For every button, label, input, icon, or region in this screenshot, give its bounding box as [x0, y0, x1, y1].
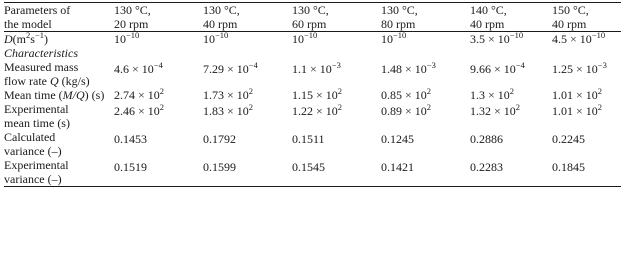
- mean-time-value-6-mantissa: 1.01 × 10: [552, 88, 598, 102]
- mass-flow-rate-value-3: [292, 60, 381, 88]
- mass-flow-rate-label-text: flow rate: [4, 74, 50, 88]
- mean-time-value-4: [381, 88, 470, 102]
- experimental-variance-value-4: 0.1421: [381, 160, 414, 174]
- experimental-mean-time-value-6: [552, 102, 621, 130]
- mean-time-value-4-mantissa: 0.85 × 10: [381, 88, 427, 102]
- mass-flow-rate-label-line2: [4, 74, 114, 88]
- experimental-variance-label: [4, 158, 114, 187]
- mass-flow-rate-value-6: [552, 60, 621, 88]
- mean-time-value-5-mantissa: 1.3 × 10: [470, 88, 510, 102]
- calculated-variance-value-4: 0.1245: [381, 132, 414, 146]
- diffusion-unit-exp-1: 2: [26, 30, 31, 40]
- header-condition-4: [381, 3, 470, 32]
- experimental-mean-time-value-5-mantissa: 1.32 × 10: [470, 104, 516, 118]
- experimental-variance-value-3: 0.1545: [292, 160, 325, 174]
- header-condition-6-speed: 40 rpm: [552, 17, 587, 31]
- diffusion-value-2-exponent: −10: [215, 30, 229, 40]
- mass-flow-rate-label-line1: Measured mass: [4, 60, 79, 74]
- experimental-mean-time-value-3-mantissa: 1.22 × 10: [292, 104, 338, 118]
- mass-flow-rate-value-2-mantissa: 7.29 × 10: [203, 62, 249, 76]
- header-condition-6-temp: 150 °C,: [552, 3, 589, 17]
- mean-time-value-6-exponent: 2: [597, 86, 603, 96]
- diffusion-value-5-exponent: −10: [509, 30, 524, 40]
- experimental-variance-row: [4, 158, 621, 187]
- diffusion-value-2-mantissa: 10: [203, 32, 215, 46]
- mean-time-row: [4, 88, 621, 102]
- diffusion-value-4-exponent: −10: [393, 30, 407, 40]
- mass-flow-rate-value-4-exponent: −3: [426, 60, 436, 70]
- experimental-mean-time-value-2-exponent: 2: [248, 102, 254, 112]
- header-condition-1-temp: 130 °C,: [114, 3, 151, 17]
- experimental-mean-time-value-4-exponent: 2: [426, 102, 432, 112]
- diffusion-coefficient-row: [4, 32, 621, 47]
- mean-time-value-3-exponent: 2: [337, 86, 343, 96]
- diffusion-value-1: [114, 32, 203, 47]
- mean-time-value-5-exponent: 2: [509, 86, 515, 96]
- mass-flow-rate-value-3-mantissa: 1.1 × 10: [292, 62, 332, 76]
- experimental-mean-time-label-line1: Experimental: [4, 102, 69, 116]
- calculated-variance-value-5: 0.2886: [470, 132, 503, 146]
- calculated-variance-label: [4, 130, 114, 158]
- diffusion-value-1-exponent: −10: [126, 30, 140, 40]
- header-condition-1-speed: 20 rpm: [114, 17, 149, 31]
- mass-flow-rate-value-4: [381, 60, 470, 88]
- experimental-mean-time-label: [4, 102, 114, 130]
- experimental-mean-time-row: [4, 102, 621, 130]
- diffusion-value-4-mantissa: 10: [381, 32, 393, 46]
- experimental-mean-time-value-1-exponent: 2: [159, 102, 165, 112]
- mass-flow-rate-symbol: Q: [49, 74, 59, 88]
- mean-time-value-1-exponent: 2: [159, 86, 165, 96]
- mean-time-value-3: [292, 88, 381, 102]
- header-condition-2-speed: 40 rpm: [203, 17, 238, 31]
- header-row-label: [4, 3, 114, 32]
- characteristics-section-label: Characteristics: [4, 46, 78, 60]
- diffusion-value-6: [552, 32, 621, 47]
- calculated-variance-value-6: 0.2245: [552, 132, 585, 146]
- diffusion-symbol: D: [4, 32, 13, 46]
- header-condition-4-temp: 130 °C,: [381, 3, 418, 17]
- header-condition-4-speed: 80 rpm: [381, 17, 416, 31]
- model-parameters-table: [4, 2, 621, 187]
- mass-flow-rate-value-1-mantissa: 4.6 × 10: [114, 62, 154, 76]
- diffusion-value-2: [203, 32, 292, 47]
- mass-flow-rate-value-4-mantissa: 1.48 × 10: [381, 62, 427, 76]
- mass-flow-rate-value-6-mantissa: 1.25 × 10: [552, 62, 598, 76]
- experimental-mean-time-value-4: [381, 102, 470, 130]
- header-condition-5: [470, 3, 552, 32]
- experimental-mean-time-value-6-mantissa: 1.01 × 10: [552, 104, 598, 118]
- mean-time-value-5: [470, 88, 552, 102]
- diffusion-value-3: [292, 32, 381, 47]
- header-condition-1: [114, 3, 203, 32]
- diffusion-value-3-mantissa: 10: [292, 32, 304, 46]
- characteristics-section-row: [4, 46, 621, 60]
- mass-flow-rate-unit: (kg/s): [58, 74, 90, 88]
- mass-flow-rate-value-6-exponent: −3: [597, 60, 607, 70]
- diffusion-value-6-mantissa: 4.5 × 10: [552, 32, 592, 46]
- mean-time-value-4-exponent: 2: [426, 86, 432, 96]
- diffusion-value-4: [381, 32, 470, 47]
- experimental-mean-time-value-2: [203, 102, 292, 130]
- mass-flow-rate-value-5: [470, 60, 552, 88]
- experimental-mean-time-value-5: [470, 102, 552, 130]
- experimental-variance-value-6: 0.1845: [552, 160, 585, 174]
- header-condition-3-temp: 130 °C,: [292, 3, 329, 17]
- mean-time-label-prefix: Mean time (: [4, 88, 63, 102]
- experimental-variance-label-line1: Experimental: [4, 158, 69, 172]
- diffusion-unit-exp-2: −1: [34, 30, 44, 40]
- header-row-label-line1: Parameters of: [4, 3, 71, 17]
- calculated-variance-row: [4, 130, 621, 158]
- diffusion-value-1-mantissa: 10: [114, 32, 126, 46]
- mass-flow-rate-label: [4, 60, 114, 88]
- mean-time-label: [4, 88, 114, 102]
- experimental-variance-label-line2: variance (–): [4, 172, 62, 186]
- mean-time-value-2: [203, 88, 292, 102]
- mean-time-value-2-mantissa: 1.73 × 10: [203, 88, 249, 102]
- diffusion-unit-open: (m: [12, 32, 27, 46]
- mean-time-value-3-mantissa: 1.15 × 10: [292, 88, 338, 102]
- header-condition-6: [552, 3, 621, 32]
- experimental-variance-value-5: 0.2283: [470, 160, 503, 174]
- header-condition-5-speed: 40 rpm: [470, 17, 505, 31]
- calculated-variance-value-2: 0.1792: [203, 132, 236, 146]
- diffusion-value-3-exponent: −10: [304, 30, 318, 40]
- experimental-mean-time-value-2-mantissa: 1.83 × 10: [203, 104, 249, 118]
- experimental-variance-value-1: 0.1519: [114, 160, 147, 174]
- calculated-variance-label-line2: variance (–): [4, 144, 62, 158]
- mass-flow-rate-value-1-exponent: −4: [153, 60, 163, 70]
- experimental-mean-time-value-3-exponent: 2: [337, 102, 343, 112]
- mean-time-value-1: [114, 88, 203, 102]
- mass-flow-rate-value-1: [114, 60, 203, 88]
- mass-flow-rate-row: [4, 60, 621, 88]
- header-row: [4, 3, 621, 32]
- mean-time-label-suffix: ) (s): [84, 88, 105, 102]
- mean-time-label-symbol: M/Q: [62, 88, 85, 102]
- experimental-variance-value-2: 0.1599: [203, 160, 236, 174]
- experimental-mean-time-value-6-exponent: 2: [597, 102, 603, 112]
- mass-flow-rate-value-2-exponent: −4: [248, 60, 258, 70]
- mean-time-value-6: [552, 88, 621, 102]
- calculated-variance-value-1: 0.1453: [114, 132, 147, 146]
- mean-time-value-1-mantissa: 2.74 × 10: [114, 88, 160, 102]
- experimental-mean-time-label-line2: mean time (s): [4, 116, 70, 130]
- diffusion-value-5: [470, 32, 552, 47]
- mass-flow-rate-value-5-mantissa: 9.66 × 10: [470, 62, 516, 76]
- header-row-label-line2: the model: [4, 17, 52, 31]
- mass-flow-rate-value-3-exponent: −3: [331, 60, 341, 70]
- header-condition-3-speed: 60 rpm: [292, 17, 327, 31]
- diffusion-unit-mid: s: [30, 32, 35, 46]
- calculated-variance-label-line1: Calculated: [4, 130, 56, 144]
- header-condition-2-temp: 130 °C,: [203, 3, 240, 17]
- calculated-variance-value-3: 0.1511: [292, 132, 325, 146]
- mass-flow-rate-value-5-exponent: −4: [515, 60, 525, 70]
- mean-time-value-2-exponent: 2: [248, 86, 254, 96]
- diffusion-value-5-mantissa: 3.5 × 10: [470, 32, 510, 46]
- mass-flow-rate-value-2: [203, 60, 292, 88]
- diffusion-coefficient-label: [4, 32, 114, 47]
- header-condition-2: [203, 3, 292, 32]
- experimental-mean-time-value-5-exponent: 2: [515, 102, 521, 112]
- diffusion-unit-close: ): [43, 32, 48, 46]
- diffusion-value-6-exponent: −10: [591, 30, 606, 40]
- header-condition-3: [292, 3, 381, 32]
- experimental-mean-time-value-3: [292, 102, 381, 130]
- header-condition-5-temp: 140 °C,: [470, 3, 507, 17]
- experimental-mean-time-value-1: [114, 102, 203, 130]
- experimental-mean-time-value-4-mantissa: 0.89 × 10: [381, 104, 427, 118]
- experimental-mean-time-value-1-mantissa: 2.46 × 10: [114, 104, 160, 118]
